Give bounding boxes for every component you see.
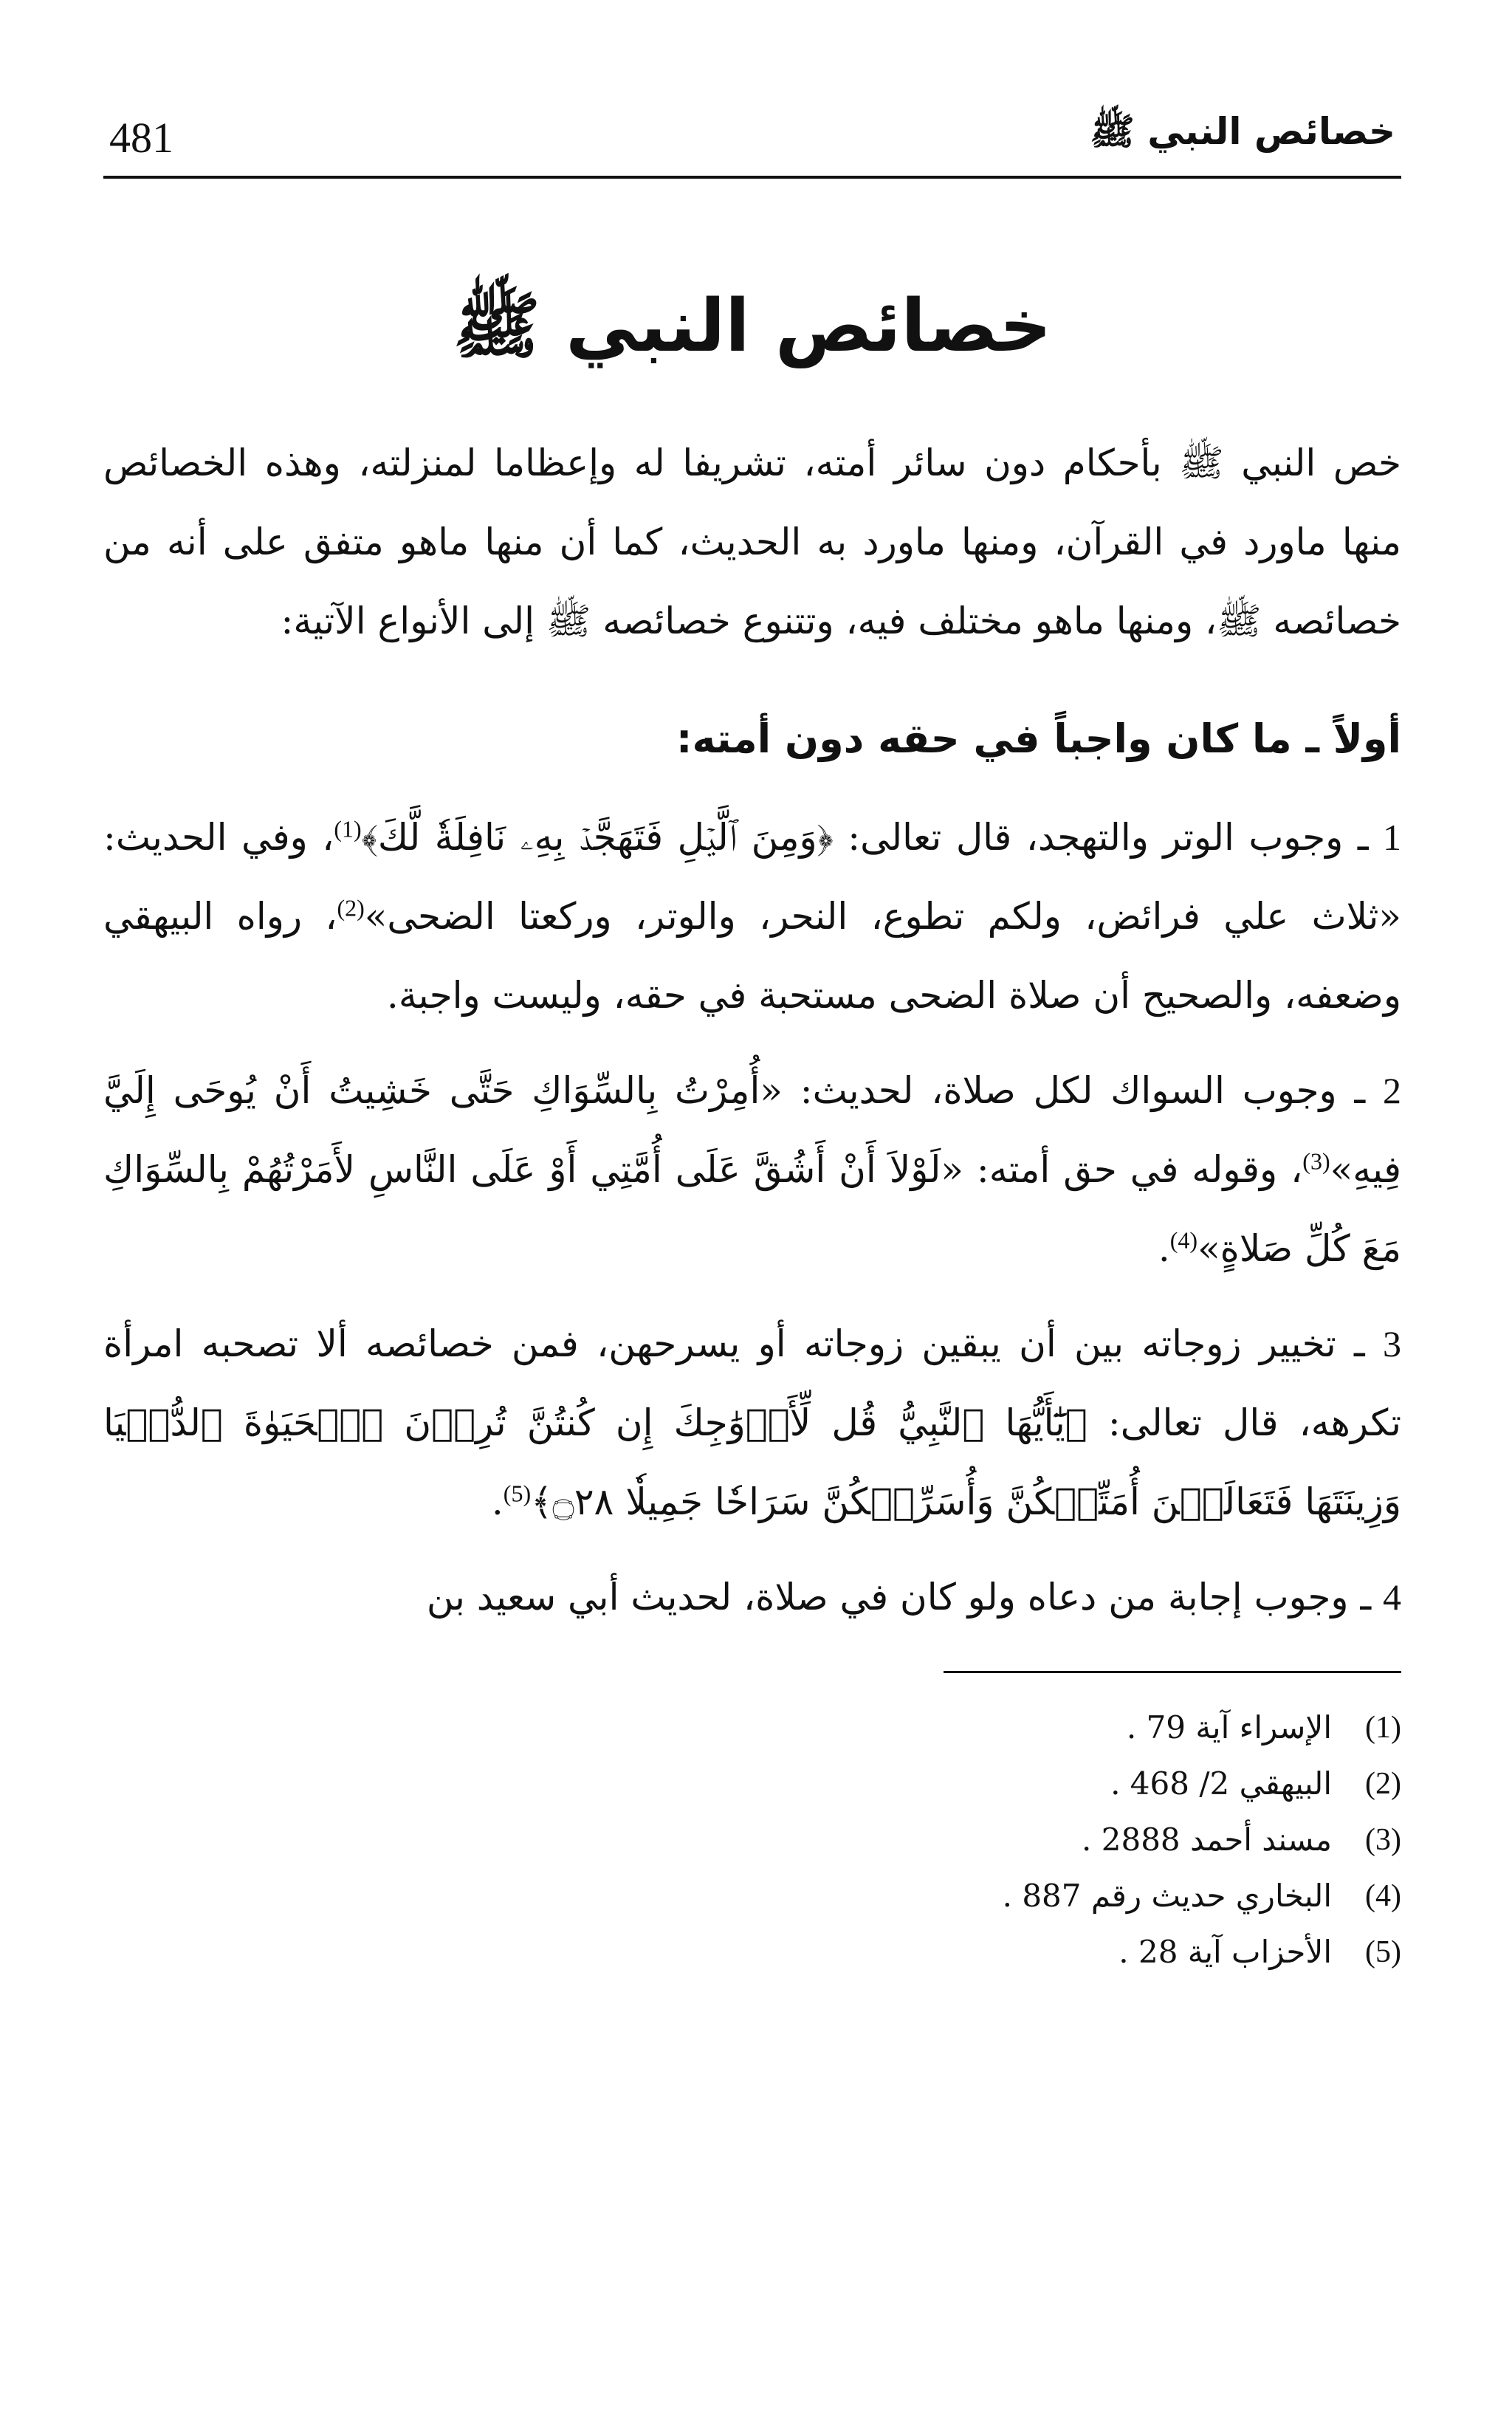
running-header xyxy=(103,96,1401,162)
item-text: ـ وجوب إجابة من دعاه ولو كان في صلاة، لحديث أبي سعيد بن xyxy=(426,1576,1372,1618)
footnote xyxy=(103,1812,1401,1868)
footnote xyxy=(103,1756,1401,1812)
item-number: 3 xyxy=(1383,1323,1401,1364)
item-text: ـ تخيير زوجاته بين أن يبقين زوجاته أو يسرحهن، فمن خصائصه ألا تصحبه امرأة تكرهه، قال تعالى: ﴿يَٰٓأَيُّهَا ٱلنَّبِيُّ قُل لِّأَزۡوَٰجِكَ إِن كُنتُنَّ تُرِدۡنَ ٱلۡحَيَوٰةَ ٱلدُّنۡيَا وَزِينَتَهَا فَتَعَالَيۡنَ أُمَتِّعۡكُنَّ وَأُسَرِّحۡكُنَّ سَرَاحٗا جَمِيلٗا ۝٢٨﴾ xyxy=(103,1322,1401,1523)
running-header-title: خصائص النبي ﷺ xyxy=(1090,110,1395,153)
footnote-number: (3) xyxy=(1365,1823,1401,1857)
list-item xyxy=(103,1051,1401,1288)
footnotes xyxy=(103,1700,1401,1980)
footnote-text: البخاري حديث رقم 887 . xyxy=(1002,1878,1332,1914)
item-text: ـ وجوب السواك لكل صلاة، لحديث: «أُمِرْتُ بِالسِّوَاكِ حَتَّى خَشِيتُ أَنْ يُوحَى إِلَيَّ فِيهِ» xyxy=(103,1069,1401,1191)
list-item xyxy=(103,1558,1401,1637)
footnote xyxy=(103,1924,1401,1980)
footnote-number: (1) xyxy=(1365,1711,1401,1745)
item-text: ، وفي الحديث: «ثلاث علي فرائض، ولكم تطوع، النحر، والوتر، وركعتا الضحى» xyxy=(103,816,1401,938)
item-text: . xyxy=(491,1480,504,1523)
footnote-ref[interactable]: (1) xyxy=(334,815,362,842)
footnote-text: مسند أحمد 2888 . xyxy=(1082,1822,1332,1858)
footnote xyxy=(103,1868,1401,1924)
footnote-number: (5) xyxy=(1365,1935,1401,1969)
list-item xyxy=(103,798,1401,1035)
item-text: ، وقوله في حق أمته: «لَوْلاَ أَنْ أَشُقَّ عَلَى أُمَّتِي أَوْ عَلَى النَّاسِ لأَمَرْتُهُمْ بِالسِّوَاكِ مَعَ كُلِّ صَلاةٍ» xyxy=(103,1148,1401,1270)
item-text: . xyxy=(1158,1227,1170,1270)
footnote-text: البيهقي 2/ 468 . xyxy=(1110,1765,1332,1802)
list-item xyxy=(103,1305,1401,1542)
footnote-ref[interactable]: (5) xyxy=(503,1480,532,1507)
page-number: 481 xyxy=(109,114,173,162)
intro-paragraph: خص النبي ﷺ بأحكام دون سائر أمته، تشريفا له وإعظاما لمنزلته، وهذه الخصائص منها ماورد في القرآن، ومنها ماورد به الحديث، كما أن منها ماهو متفق على أنه من خصائصه ﷺ، ومنها ماهو مختلف فيه، وتتنوع خصائصه ﷺ إلى الأنواع الآتية: xyxy=(103,442,1401,642)
footnote-text: الإسراء آية 79 . xyxy=(1126,1709,1332,1745)
body-text xyxy=(103,424,1401,1637)
item-number: 4 xyxy=(1383,1576,1401,1618)
item-number: 2 xyxy=(1383,1070,1401,1111)
footnote-number: (4) xyxy=(1365,1879,1401,1913)
footnote-number: (2) xyxy=(1365,1767,1401,1801)
footnote-ref[interactable]: (3) xyxy=(1302,1147,1330,1175)
footnote xyxy=(103,1700,1401,1756)
footnote-rule xyxy=(944,1671,1401,1673)
chapter-title: خصائص النبي ﷺ xyxy=(453,284,1052,368)
footnote-ref[interactable]: (4) xyxy=(1169,1226,1198,1254)
footnote-ref[interactable]: (2) xyxy=(337,894,365,921)
item-number: 1 xyxy=(1383,817,1401,858)
item-text: ، رواه البيهقي وضعفه، والصحيح أن صلاة الضحى مستحبة في حقه، وليست واجبة. xyxy=(103,895,1401,1017)
footnote-text: الأحزاب آية 28 . xyxy=(1118,1934,1332,1970)
section-heading: أولاً ـ ما كان واجباً في حقه دون أمته: xyxy=(676,715,1401,762)
header-rule xyxy=(103,176,1401,179)
item-text: ـ وجوب الوتر والتهجد، قال تعالى: ﴿وَمِنَ ٱلَّيۡلِ فَتَهَجَّدۡ بِهِۦ نَافِلَةٗ لَّكَ﴾ xyxy=(361,816,1369,859)
